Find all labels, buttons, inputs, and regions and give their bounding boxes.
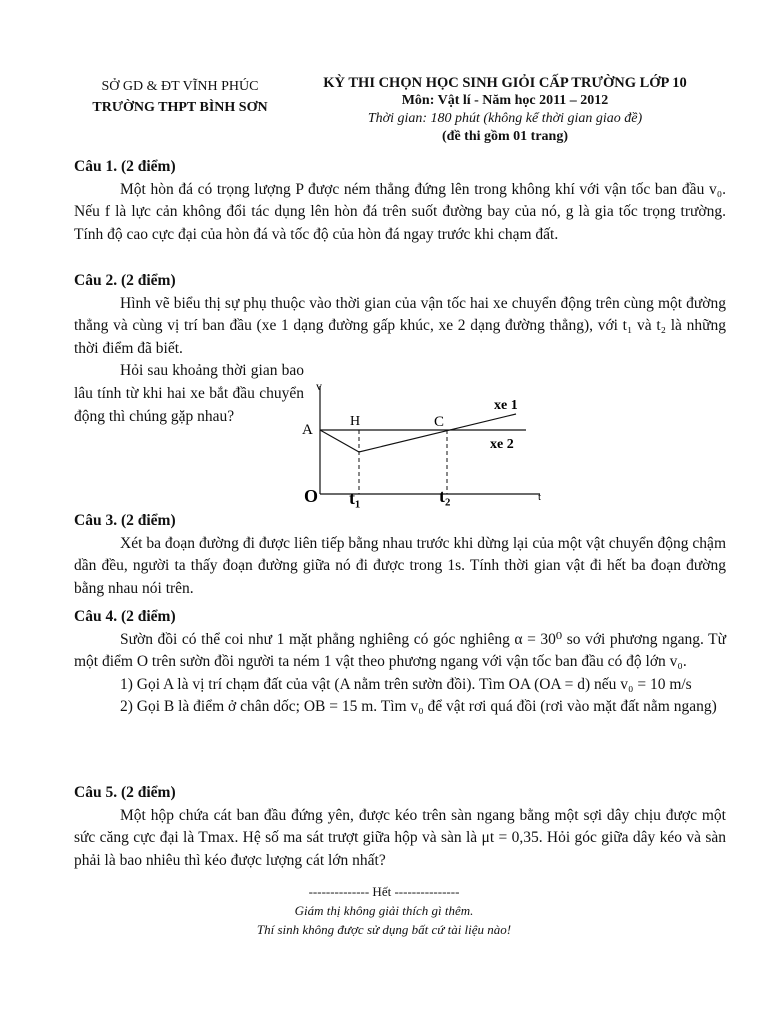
footer: [0, 882, 768, 939]
question-3-title: Câu 3. (2 điểm): [74, 512, 176, 529]
footer-note-1: Giám thị không giải thích gì thêm.: [294, 903, 474, 918]
xe1-label: xe 1: [494, 398, 518, 413]
exam-subject: Môn: Vật lí - Năm học 2011 – 2012: [401, 93, 609, 108]
question-2-text-1: Hình vẽ biểu thị sự phụ thuộc vào thời gian của vận tốc hai xe chuyển động trên cùng một đường thẳng và cùng vị trí ban đầu (xe 1 dạng đường gấp khúc, xe 2 dạng đường thẳng), với t₁ và t₂ là những thời điểm đã biết.: [74, 294, 726, 357]
point-c-label: C: [434, 414, 445, 430]
question-4-part-1: 1) Gọi A là vị trí chạm đất của vật (A nằm trên sườn đồi). Tìm OA (OA = d) nếu v₀ = 10 m/s: [120, 675, 692, 693]
question-5: [74, 782, 726, 872]
question-4-text: Sườn đồi có thể coi như 1 mặt phẳng nghiêng có góc nghiêng α = 30⁰ so với phương ngang. Từ một điểm O trên sườn đồi người ta ném 1 vật theo phương ngang với vận tốc ban đầu có độ lớn v₀.: [74, 630, 726, 671]
question-5-text: Một hộp chứa cát ban đầu đứng yên, được kéo trên sàn ngang bằng một sợi dây chịu được một sức căng cực đại là Tmax. Hệ số ma sát trượt giữa hộp và sàn là μt = 0,35. Hỏi góc giữa dây kéo và sàn phải là bao nhiêu thì kéo được lượng cát lớn nhất?: [74, 806, 726, 869]
question-4: [74, 606, 726, 719]
question-1-text: Một hòn đá có trọng lượng P được ném thẳng đứng lên trong không khí với vận tốc ban đầu v₀. Nếu f là lực cản không đổi tác dụng lên hòn đá trên suốt đường bay của nó, g là gia tốc trọng trường. Tính độ cao cực đại của hòn đá và tốc độ của hòn đá ngay trước khi chạm đất.: [74, 180, 726, 243]
header-left: [60, 76, 300, 118]
xe2-label: xe 2: [490, 437, 514, 452]
question-5-title: Câu 5. (2 điểm): [74, 784, 176, 801]
question-3-text: Xét ba đoạn đường đi được liên tiếp bằng nhau trước khi dừng lại của một vật chuyển động chậm dần đều, người ta thấy đoạn đường giữa nó đi được trong 1s. Tính thời gian vật đi hết ba đoạn đường bằng nhau nói trên.: [74, 534, 726, 597]
exam-pages: (đề thi gồm 01 trang): [442, 129, 568, 144]
exam-title: KỲ THI CHỌN HỌC SINH GIỎI CẤP TRƯỜNG LỚP 10: [323, 75, 687, 91]
t-axis-label: t: [538, 491, 542, 503]
exam-time: Thời gian: 180 phút (không kể thời gian giao đề): [367, 111, 643, 126]
footer-note-2: Thí sinh không được sử dụng bất cứ tài liệu nào!: [256, 922, 512, 937]
t2-label: t₂: [439, 486, 451, 506]
origin-label: O: [304, 486, 319, 506]
end-marker: -------------- Hết ---------------: [308, 884, 460, 899]
question-3: [74, 510, 726, 600]
question-4-part-2: 2) Gọi B là điểm ở chân dốc; OB = 15 m. Tìm v₀ để vật rơi quá đồi (rơi vào mặt đất nằm ngang): [120, 698, 717, 716]
question-1: [74, 156, 726, 246]
question-4-title: Câu 4. (2 điểm): [74, 608, 176, 625]
header-right: [300, 74, 710, 146]
point-a-label: A: [302, 422, 313, 438]
velocity-time-graph: [296, 378, 556, 508]
question-2-text-2: Hỏi sau khoảng thời gian bao lâu tính từ khi hai xe bắt đầu chuyển động thì chúng gặp nhau?: [74, 362, 304, 425]
t1-label: t₁: [349, 488, 361, 508]
question-1-title: Câu 1. (2 điểm): [74, 158, 176, 175]
v-label: v: [316, 379, 322, 393]
question-2-title: Câu 2. (2 điểm): [74, 272, 176, 289]
school-name: TRƯỜNG THPT BÌNH SƠN: [92, 100, 268, 115]
dept-name: SỞ GD & ĐT VĨNH PHÚC: [101, 79, 259, 94]
point-h-label: H: [350, 414, 361, 429]
